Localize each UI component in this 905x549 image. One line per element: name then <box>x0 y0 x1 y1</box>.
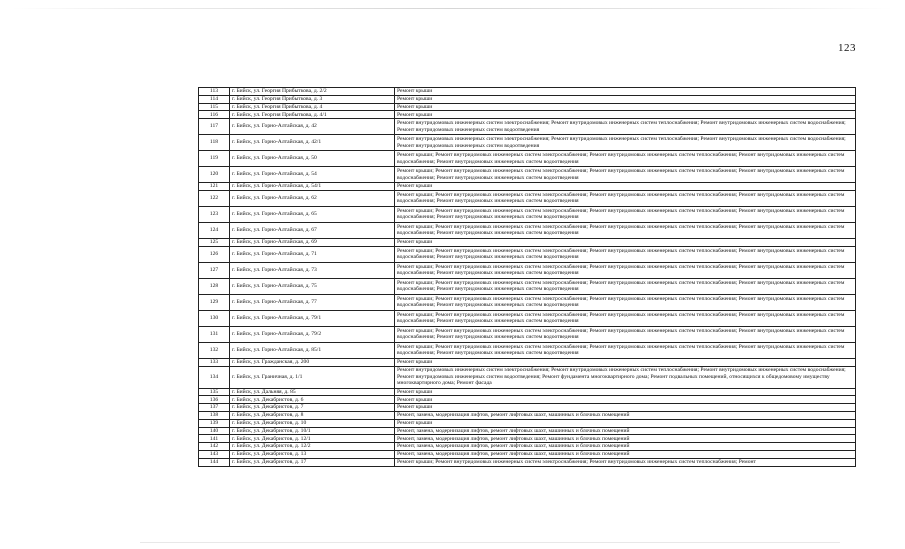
table-row <box>199 443 856 451</box>
table-row <box>199 262 856 278</box>
table-row <box>199 183 856 191</box>
row-number: 142 <box>199 443 230 451</box>
row-number: 116 <box>199 111 230 119</box>
row-work-type: Ремонт крыши <box>395 95 856 103</box>
row-work-type: Ремонт крыши; Ремонт внутридомовых инженерных систем электроснабжения; Ремонт внутридомовых инженерных систем теплоснабжения; Ремонт <box>395 458 856 466</box>
row-number: 131 <box>199 326 230 342</box>
row-work-type: Ремонт, замена, модернизация лифтов, ремонт лифтовых шахт, машинных и блочных помещений <box>395 435 856 443</box>
row-work-type: Ремонт крыши <box>395 396 856 404</box>
row-work-type: Ремонт крыши; Ремонт внутридомовых инженерных систем электроснабжения; Ремонт внутридомовых инженерных систем теплоснабжения; Ремонт внутридомовых инженерных систем водоснабжения; Ремонт внутридомовых инженерных систем водоотведения <box>395 206 856 222</box>
row-number: 121 <box>199 183 230 191</box>
row-work-type: Ремонт, замена, модернизация лифтов, ремонт лифтовых шахт, машинных и блочных помещений <box>395 443 856 451</box>
repair-register-table <box>198 87 856 467</box>
row-work-type: Ремонт, замена, модернизация лифтов, ремонт лифтовых шахт, машинных и блочных помещений <box>395 411 856 419</box>
row-address: г. Бийск, ул. Горно-Алтайская, д. 69 <box>230 238 395 246</box>
table-row <box>199 294 856 310</box>
row-work-type: Ремонт крыши <box>395 388 856 396</box>
row-address: г. Бийск, ул. Горно-Алтайская, д. 77 <box>230 294 395 310</box>
row-number: 132 <box>199 342 230 358</box>
table-row <box>199 222 856 238</box>
table-row <box>199 111 856 119</box>
row-address: г. Бийск, ул. Декабристов, д. 7 <box>230 404 395 412</box>
table-row <box>199 404 856 412</box>
row-work-type: Ремонт крыши <box>395 238 856 246</box>
row-address: г. Бийск, ул. Горно-Алтайская, д. 75 <box>230 278 395 294</box>
row-work-type: Ремонт крыши <box>395 88 856 96</box>
row-work-type: Ремонт крыши; Ремонт внутридомовых инженерных систем электроснабжения; Ремонт внутридомовых инженерных систем теплоснабжения; Ремонт внутридомовых инженерных систем водоснабжения; Ремонт внутридомовых инженерных систем водоотведения <box>395 151 856 167</box>
row-address: г. Бийск, ул. Георгия Прибыткова, д. 4 <box>230 103 395 111</box>
row-work-type: Ремонт крыши <box>395 404 856 412</box>
row-number: 127 <box>199 262 230 278</box>
row-work-type: Ремонт крыши <box>395 111 856 119</box>
row-address: г. Бийск, ул. Горно-Алтайская, д. 42 <box>230 119 395 135</box>
row-work-type: Ремонт крыши; Ремонт внутридомовых инженерных систем электроснабжения; Ремонт внутридомовых инженерных систем теплоснабжения; Ремонт внутридомовых инженерных систем водоснабжения; Ремонт внутридомовых инженерных систем водоотведения <box>395 310 856 326</box>
row-work-type: Ремонт крыши <box>395 103 856 111</box>
row-number: 141 <box>199 435 230 443</box>
row-address: г. Бийск, ул. Граничная, д. 1/1 <box>230 366 395 388</box>
table-row <box>199 278 856 294</box>
table-row <box>199 310 856 326</box>
row-number: 118 <box>199 135 230 151</box>
table-row <box>199 419 856 427</box>
table-row <box>199 119 856 135</box>
row-work-type: Ремонт крыши; Ремонт внутридомовых инженерных систем электроснабжения; Ремонт внутридомовых инженерных систем теплоснабжения; Ремонт внутридомовых инженерных систем водоснабжения; Ремонт внутридомовых инженерных систем водоотведения <box>395 190 856 206</box>
table-row <box>199 151 856 167</box>
row-number: 144 <box>199 458 230 466</box>
table-row <box>199 458 856 466</box>
table-row <box>199 366 856 388</box>
table-row <box>199 206 856 222</box>
row-number: 134 <box>199 366 230 388</box>
row-address: г. Бийск, ул. Декабристов, д. 6 <box>230 396 395 404</box>
row-address: г. Бийск, ул. Декабристов, д. 13 <box>230 450 395 458</box>
row-work-type: Ремонт крыши; Ремонт внутридомовых инженерных систем электроснабжения; Ремонт внутридомовых инженерных систем теплоснабжения; Ремонт внутридомовых инженерных систем водоснабжения; Ремонт внутридомовых инженерных систем водоотведения <box>395 167 856 183</box>
row-work-type: Ремонт крыши; Ремонт внутридомовых инженерных систем электроснабжения; Ремонт внутридомовых инженерных систем теплоснабжения; Ремонт внутридомовых инженерных систем водоснабжения; Ремонт внутридомовых инженерных систем водоотведения <box>395 294 856 310</box>
row-work-type: Ремонт внутридомовых инженерных систем электроснабжения; Ремонт внутридомовых инженерных систем теплоснабжения; Ремонт внутридомовых инженерных систем водоснабжения; Ремонт внутридомовых инженерных систем водоотведения <box>395 135 856 151</box>
row-address: г. Бийск, ул. Георгия Прибыткова, д. 4/1 <box>230 111 395 119</box>
row-number: 125 <box>199 238 230 246</box>
table-row <box>199 190 856 206</box>
row-work-type: Ремонт крыши; Ремонт внутридомовых инженерных систем электроснабжения; Ремонт внутридомовых инженерных систем теплоснабжения; Ремонт внутридомовых инженерных систем водоснабжения; Ремонт внутридомовых инженерных систем водоотведения <box>395 342 856 358</box>
row-number: 113 <box>199 88 230 96</box>
row-work-type: Ремонт крыши; Ремонт внутридомовых инженерных систем электроснабжения; Ремонт внутридомовых инженерных систем теплоснабжения; Ремонт внутридомовых инженерных систем водоснабжения; Ремонт внутридомовых инженерных систем водоотведения <box>395 246 856 262</box>
row-address: г. Бийск, ул. Георгия Прибыткова, д. 3 <box>230 95 395 103</box>
table-row <box>199 103 856 111</box>
table-row <box>199 88 856 96</box>
row-address: г. Бийск, ул. Декабристов, д. 12/1 <box>230 435 395 443</box>
table-row <box>199 411 856 419</box>
row-number: 123 <box>199 206 230 222</box>
row-address: г. Бийск, ул. Горно-Алтайская, д. 54/1 <box>230 183 395 191</box>
row-work-type: Ремонт крыши; Ремонт внутридомовых инженерных систем электроснабжения; Ремонт внутридомовых инженерных систем теплоснабжения; Ремонт внутридомовых инженерных систем водоснабжения; Ремонт внутридомовых инженерных систем водоотведения <box>395 222 856 238</box>
row-address: г. Бийск, ул. Горно-Алтайская, д. 79/2 <box>230 326 395 342</box>
table-row <box>199 358 856 366</box>
row-address: г. Бийск, ул. Горно-Алтайская, д. 79/1 <box>230 310 395 326</box>
scan-artifact-line <box>12 8 892 9</box>
table-row <box>199 167 856 183</box>
table-body <box>199 88 856 467</box>
row-number: 117 <box>199 119 230 135</box>
row-address: г. Бийск, ул. Дальняя, д. 85 <box>230 388 395 396</box>
row-work-type: Ремонт, замена, модернизация лифтов, ремонт лифтовых шахт, машинных и блочных помещений <box>395 450 856 458</box>
row-address: г. Бийск, ул. Горно-Алтайская, д. 65 <box>230 206 395 222</box>
table-row <box>199 246 856 262</box>
row-address: г. Бийск, ул. Декабристов, д. 17 <box>230 458 395 466</box>
row-work-type: Ремонт крыши; Ремонт внутридомовых инженерных систем электроснабжения; Ремонт внутридомовых инженерных систем теплоснабжения; Ремонт внутридомовых инженерных систем водоснабжения; Ремонт внутридомовых инженерных систем водоотведения <box>395 278 856 294</box>
row-number: 140 <box>199 427 230 435</box>
row-work-type: Ремонт крыши; Ремонт внутридомовых инженерных систем электроснабжения; Ремонт внутридомовых инженерных систем теплоснабжения; Ремонт внутридомовых инженерных систем водоснабжения; Ремонт внутридомовых инженерных систем водоотведения <box>395 262 856 278</box>
row-address: г. Бийск, ул. Горно-Алтайская, д. 85/1 <box>230 342 395 358</box>
row-address: г. Бийск, ул. Георгия Прибыткова, д. 2/2 <box>230 88 395 96</box>
table-row <box>199 388 856 396</box>
table-row <box>199 342 856 358</box>
row-number: 115 <box>199 103 230 111</box>
row-work-type: Ремонт внутридомовых инженерных систем электроснабжения; Ремонт внутридомовых инженерных систем теплоснабжения; Ремонт внутридомовых инженерных систем водоснабжения; Ремонт внутридомовых инженерных систем водоотведения <box>395 119 856 135</box>
table-row <box>199 435 856 443</box>
scan-artifact-bottom <box>140 542 840 543</box>
row-number: 138 <box>199 411 230 419</box>
row-address: г. Бийск, ул. Горно-Алтайская, д. 67 <box>230 222 395 238</box>
row-number: 139 <box>199 419 230 427</box>
row-work-type: Ремонт крыши; Ремонт внутридомовых инженерных систем электроснабжения; Ремонт внутридомовых инженерных систем теплоснабжения; Ремонт внутридомовых инженерных систем водоснабжения; Ремонт внутридомовых инженерных систем водоотведения <box>395 326 856 342</box>
table-row <box>199 326 856 342</box>
row-number: 133 <box>199 358 230 366</box>
row-number: 137 <box>199 404 230 412</box>
row-address: г. Бийск, ул. Декабристов, д. 10 <box>230 419 395 427</box>
row-address: г. Бийск, ул. Декабристов, д. 12/2 <box>230 443 395 451</box>
row-address: г. Бийск, ул. Декабристов, д. 10/1 <box>230 427 395 435</box>
row-number: 119 <box>199 151 230 167</box>
row-number: 143 <box>199 450 230 458</box>
row-number: 122 <box>199 190 230 206</box>
row-address: г. Бийск, ул. Декабристов, д. 8 <box>230 411 395 419</box>
row-number: 126 <box>199 246 230 262</box>
row-address: г. Бийск, ул. Горно-Алтайская, д. 71 <box>230 246 395 262</box>
row-number: 129 <box>199 294 230 310</box>
row-address: г. Бийск, ул. Горно-Алтайская, д. 50 <box>230 151 395 167</box>
row-work-type: Ремонт, замена, модернизация лифтов, ремонт лифтовых шахт, машинных и блочных помещений <box>395 427 856 435</box>
table-row <box>199 238 856 246</box>
row-number: 130 <box>199 310 230 326</box>
page-number: 123 <box>838 42 856 54</box>
row-number: 120 <box>199 167 230 183</box>
row-work-type: Ремонт внутридомовых инженерных систем электроснабжения; Ремонт внутридомовых инженерных систем теплоснабжения; Ремонт внутридомовых инженерных систем водоснабжения; Ремонт внутридомовых инженерных систем водоотведения; Ремонт фундамента многоквартирного дома; Ремонт подвальных помещений, относящихся к общедомовому имуществу многоквартирного дома; Ремонт фасада <box>395 366 856 388</box>
row-number: 128 <box>199 278 230 294</box>
table-row <box>199 450 856 458</box>
table-row <box>199 427 856 435</box>
row-number: 114 <box>199 95 230 103</box>
row-number: 124 <box>199 222 230 238</box>
row-address: г. Бийск, ул. Гражданская, д. 200 <box>230 358 395 366</box>
row-number: 136 <box>199 396 230 404</box>
table-row <box>199 396 856 404</box>
table-row <box>199 135 856 151</box>
row-address: г. Бийск, ул. Горно-Алтайская, д. 62 <box>230 190 395 206</box>
row-work-type: Ремонт крыши <box>395 183 856 191</box>
row-number: 135 <box>199 388 230 396</box>
row-address: г. Бийск, ул. Горно-Алтайская, д. 54 <box>230 167 395 183</box>
row-address: г. Бийск, ул. Горно-Алтайская, д. 73 <box>230 262 395 278</box>
row-work-type: Ремонт крыши <box>395 419 856 427</box>
table-row <box>199 95 856 103</box>
row-address: г. Бийск, ул. Горно-Алтайская, д. 42/1 <box>230 135 395 151</box>
row-work-type: Ремонт крыши <box>395 358 856 366</box>
